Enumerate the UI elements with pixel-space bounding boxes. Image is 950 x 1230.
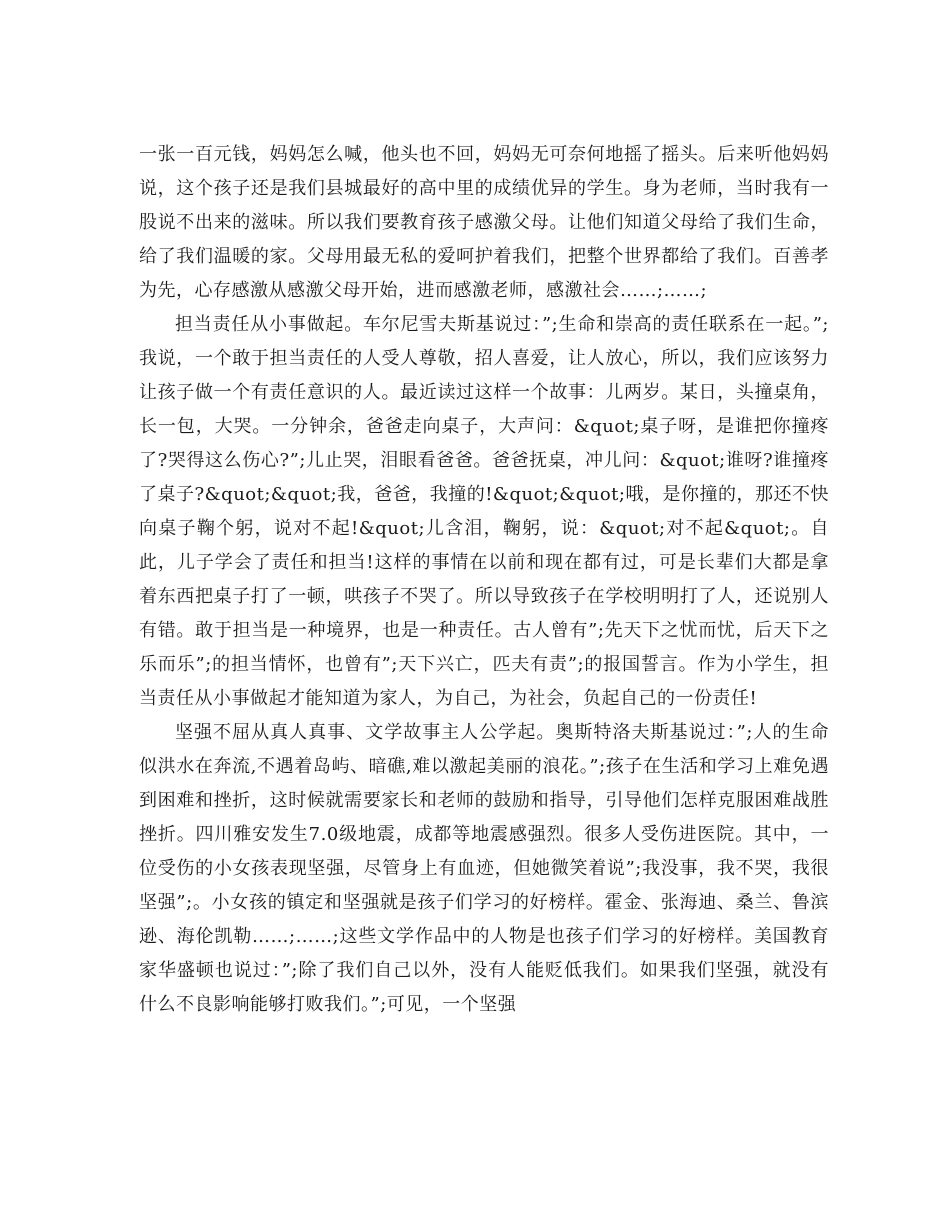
paragraph-2: 担当责任从小事做起。车尔尼雪夫斯基说过：”;生命和崇高的责任联系在一起。”;我说，一个敢于担当责任的人受人尊敬，招人喜爱，让人放心，所以，我们应该努力让孩子做一个有责任意识的人。最近读过这样一个故事：儿两岁。某日，头撞桌角，长一包，大哭。一分钟余，爸爸走向桌子，大声问：&quot;桌子呀，是谁把你撞疼了?哭得这么伤心?”;儿止哭，泪眼看爸爸。爸爸抚桌，冲儿问：&quot;谁呀?谁撞疼了桌子?&quot;&quot;我，爸爸，我撞的!&quot;&quot;哦，是你撞的，那还不快向桌子鞠个躬，说对不起!&quot;儿含泪，鞠躬，说：&quot;对不起&quot;。自此，儿子学会了责任和担当!这样的事情在以前和现在都有过，可是长辈们大都是拿着东西把桌子打了一顿，哄孩子不哭了。所以导致孩子在学校明明打了人，还说别人有错。敢于担当是一种境界，也是一种责任。古人曾有”;先天下之忧而忧，后天下之乐而乐”;的担当情怀，也曾有”;天下兴亡，匹夫有责”;的报国誓言。作为小学生，担当责任从小事做起才能知道为家人，为自己，为社会，负起自己的一份责任! <box>139 314 829 709</box>
paragraph-1: 一张一百元钱，妈妈怎么喊，他头也不回，妈妈无可奈何地摇了摇头。后来听他妈妈说，这个孩子还是我们县城最好的高中里的成绩优异的学生。身为老师，当时我有一股说不出来的滋味。所以我们要教育孩子感激父母。让他们知道父母给了我们生命，给了我们温暖的家。父母用最无私的爱呵护着我们，把整个世界都给了我们。百善孝为先，心存感激从感激父母开始，进而感激老师，感激社会……;……; <box>139 144 829 301</box>
document-body <box>139 138 829 1022</box>
paragraph-3: 坚强不屈从真人真事、文学故事主人公学起。奥斯特洛夫斯基说过：”;人的生命似洪水在奔流,不遇着岛屿、暗礁,难以激起美丽的浪花。”;孩子在生活和学习上难免遇到困难和挫折，这时候就需要家长和老师的鼓励和指导，引导他们怎样克服困难战胜挫折。四川雅安发生7.0级地震，成都等地震感强烈。很多人受伤进医院。其中，一位受伤的小女孩表现坚强，尽管身上有血迹，但她微笑着说”;我没事，我不哭，我很坚强”;。小女孩的镇定和坚强就是孩子们学习的好榜样。霍金、张海迪、桑兰、鲁滨逊、海伦凯勒……;……;这些文学作品中的人物是也孩子们学习的好榜样。美国教育家华盛顿也说过：”;除了我们自己以外，没有人能贬低我们。如果我们坚强，就没有什么不良影响能够打败我们。”;可见，一个坚强 <box>139 722 829 1015</box>
